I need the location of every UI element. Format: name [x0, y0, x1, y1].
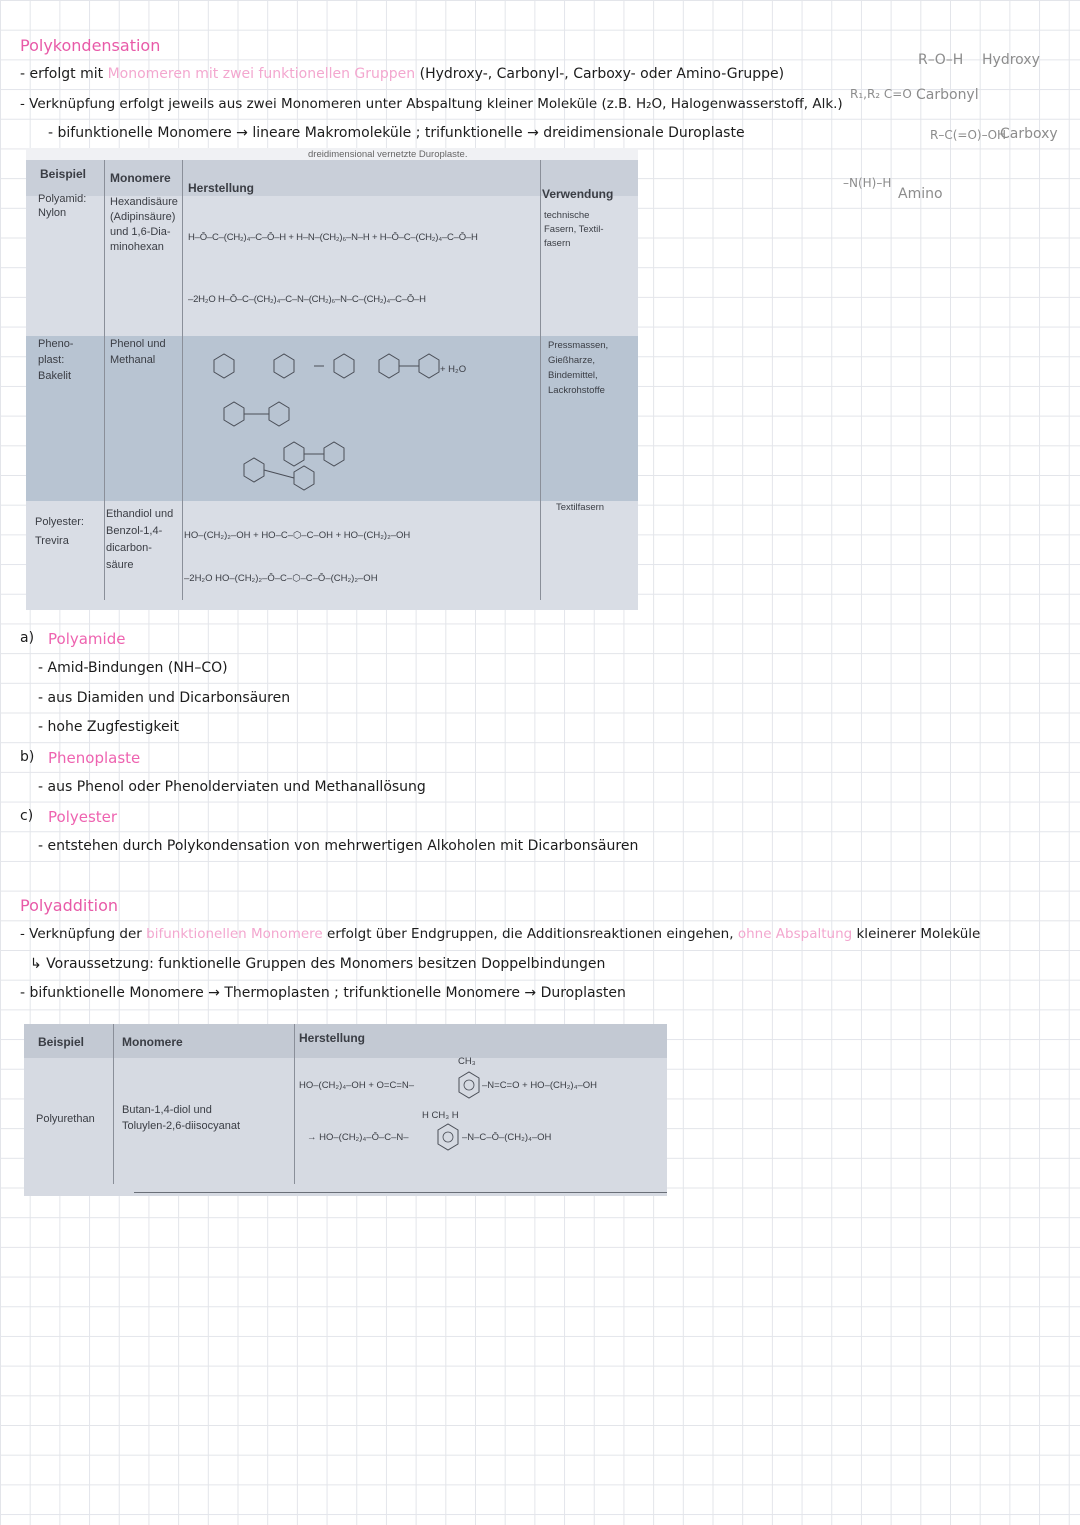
row2-verwendung-1: Pressmassen, [548, 340, 609, 351]
th2-herstellung: Herstellung [299, 1031, 366, 1045]
row1-verwendung-2: Fasern, Textil- [544, 224, 604, 235]
photo-cut-text: dreidimensional vernetzte Duroplaste. [308, 149, 468, 160]
row3-monomere-4: säure [106, 559, 134, 571]
list-a-point-1: - Amid-Bindungen (NH–CO) [38, 660, 228, 676]
pu-monomere-2: Toluylen-2,6-diisocyanat [122, 1120, 241, 1132]
pu-reaction-2-left: → HO–(CH₂)₄–Ō–C–N– [307, 1132, 409, 1143]
th-verwendung: Verwendung [542, 187, 614, 201]
polyaddition-line-1: - Verknüpfung der bifunktionellen Monomere erfolgt über Endgruppen, die Additionsreaktionen eingehen, ohne Abspaltung kleinerer Moleküle [20, 926, 981, 942]
polykondensation-title: Polykondensation [20, 36, 161, 55]
row2-verwendung-3: Bindemittel, [548, 370, 598, 381]
hydroxy-label: Hydroxy [982, 52, 1040, 68]
pu-reaction-2-right: –N–C–Ō–(CH₂)₄–OH [462, 1132, 552, 1143]
carbonyl-label: Carbonyl [916, 87, 979, 103]
row2-monomere-1: Phenol und [110, 338, 166, 350]
list-a-title: Polyamide [48, 630, 126, 648]
polyaddition-title: Polyaddition [20, 896, 118, 915]
list-b-title: Phenoplaste [48, 749, 141, 767]
row2-beispiel-2: plast: [38, 354, 65, 366]
polyaddition-table-photo [24, 1024, 667, 1196]
pu-beispiel: Polyurethan [36, 1113, 95, 1125]
row1-beispiel-1: Polyamid: [38, 193, 87, 205]
th2-monomere: Monomere [122, 1035, 183, 1049]
row2-water: + H₂O [440, 364, 467, 375]
polyaddition-line-3: - bifunktionelle Monomere → Thermoplasten ; trifunktionelle Monomere → Duroplasten [20, 985, 626, 1001]
carbonyl-formula: R₁,R₂ C=O [850, 87, 912, 101]
carboxy-formula: R–C(=O)–OH [930, 128, 1007, 142]
list-c-label: c) [20, 808, 34, 824]
row1-monomere-3: und 1,6-Dia- [110, 226, 171, 238]
polykondensation-line-1: - erfolgt mit Monomeren mit zwei funktionellen Gruppen (Hydroxy-, Carbonyl-, Carboxy- oder Amino-Gruppe) [20, 66, 785, 82]
hydroxy-formula: R–O–H [918, 52, 964, 68]
amino-formula: –N(H)–H [843, 176, 892, 190]
list-a-point-3: - hohe Zugfestigkeit [38, 719, 179, 735]
list-b-label: b) [20, 749, 35, 765]
pu-monomere-1: Butan-1,4-diol und [122, 1104, 212, 1116]
row3-reaction-2: –2H₂O HO–(CH₂)₂–Ō–C–⬡–C–Ō–(CH₂)₂–OH [184, 573, 378, 584]
th-beispiel: Beispiel [40, 167, 87, 181]
row2-beispiel-1: Pheno- [38, 338, 74, 350]
polyaddition-line-2: ↳ Voraussetzung: funktionelle Gruppen des Monomers besitzen Doppelbindungen [30, 956, 606, 972]
pu-ch3: CH₃ [458, 1056, 476, 1067]
row3-beispiel-2: Trevira [35, 535, 69, 547]
row1-reaction-1: H–Ō–C–(CH₂)₄–C–Ō–H + H–N–(CH₂)₆–N–H + H–Ō–C–(CH₂)₄–C–Ō–H [188, 232, 478, 243]
row1-reaction-2: –2H₂O H–Ō–C–(CH₂)₄–C–N–(CH₂)₆–N–C–(CH₂)₄–C–Ō–H [188, 294, 426, 305]
polykondensation-line-3: - bifunktionelle Monomere → lineare Makromoleküle ; trifunktionelle → dreidimensionale Duroplaste [48, 125, 745, 141]
pu-reaction-2-top: H CH₃ H [422, 1110, 459, 1121]
row2-verwendung-4: Lackrohstoffe [548, 385, 605, 396]
row3-reaction-1: HO–(CH₂)₂–OH + HO–C–⬡–C–OH + HO–(CH₂)₂–OH [184, 530, 411, 541]
row2-monomere-2: Methanal [110, 354, 156, 366]
row3-monomere-3: dicarbon- [106, 542, 152, 554]
row3-monomere-1: Ethandiol und [106, 508, 174, 520]
row3-verwendung-1: Textilfasern [556, 502, 605, 513]
th-monomere: Monomere [110, 171, 171, 185]
list-a-label: a) [20, 630, 35, 646]
row1-monomere-1: Hexandisäure [110, 196, 178, 208]
list-a-point-2: - aus Diamiden und Dicarbonsäuren [38, 690, 291, 706]
row1-verwendung-1: technische [544, 210, 590, 221]
phenoplast-structure-drawing [184, 338, 534, 498]
list-c-point-1: - entstehen durch Polykondensation von mehrwertigen Alkoholen mit Dicarbonsäuren [38, 838, 639, 854]
polykondensation-table-photo [26, 148, 638, 610]
pu-reaction-1-left: HO–(CH₂)₄–OH + O=C=N– [299, 1080, 414, 1091]
row2-verwendung-2: Gießharze, [548, 355, 595, 366]
row1-monomere-4: minohexan [110, 241, 164, 253]
row1-beispiel-2: Nylon [38, 207, 67, 219]
pu-reaction-1-right: –N=C=O + HO–(CH₂)₄–OH [482, 1080, 597, 1091]
row3-monomere-2: Benzol-1,4- [106, 525, 163, 537]
list-b-point-1: - aus Phenol oder Phenolderviaten und Methanallösung [38, 779, 426, 795]
th2-beispiel: Beispiel [38, 1035, 85, 1049]
row1-verwendung-3: fasern [544, 238, 571, 249]
row2-beispiel-3: Bakelit [38, 370, 72, 382]
row1-monomere-2: (Adipinsäure) [110, 211, 176, 223]
row3-beispiel-1: Polyester: [35, 516, 84, 528]
th-herstellung: Herstellung [188, 181, 255, 195]
carboxy-label: Carboxy [1000, 126, 1058, 142]
polykondensation-line-2: - Verknüpfung erfolgt jeweils aus zwei Monomeren unter Abspaltung kleiner Moleküle (z.B. H₂O, Halogenwasserstoff, Alk.) [20, 96, 843, 112]
amino-label: Amino [898, 186, 943, 202]
list-c-title: Polyester [48, 808, 118, 826]
